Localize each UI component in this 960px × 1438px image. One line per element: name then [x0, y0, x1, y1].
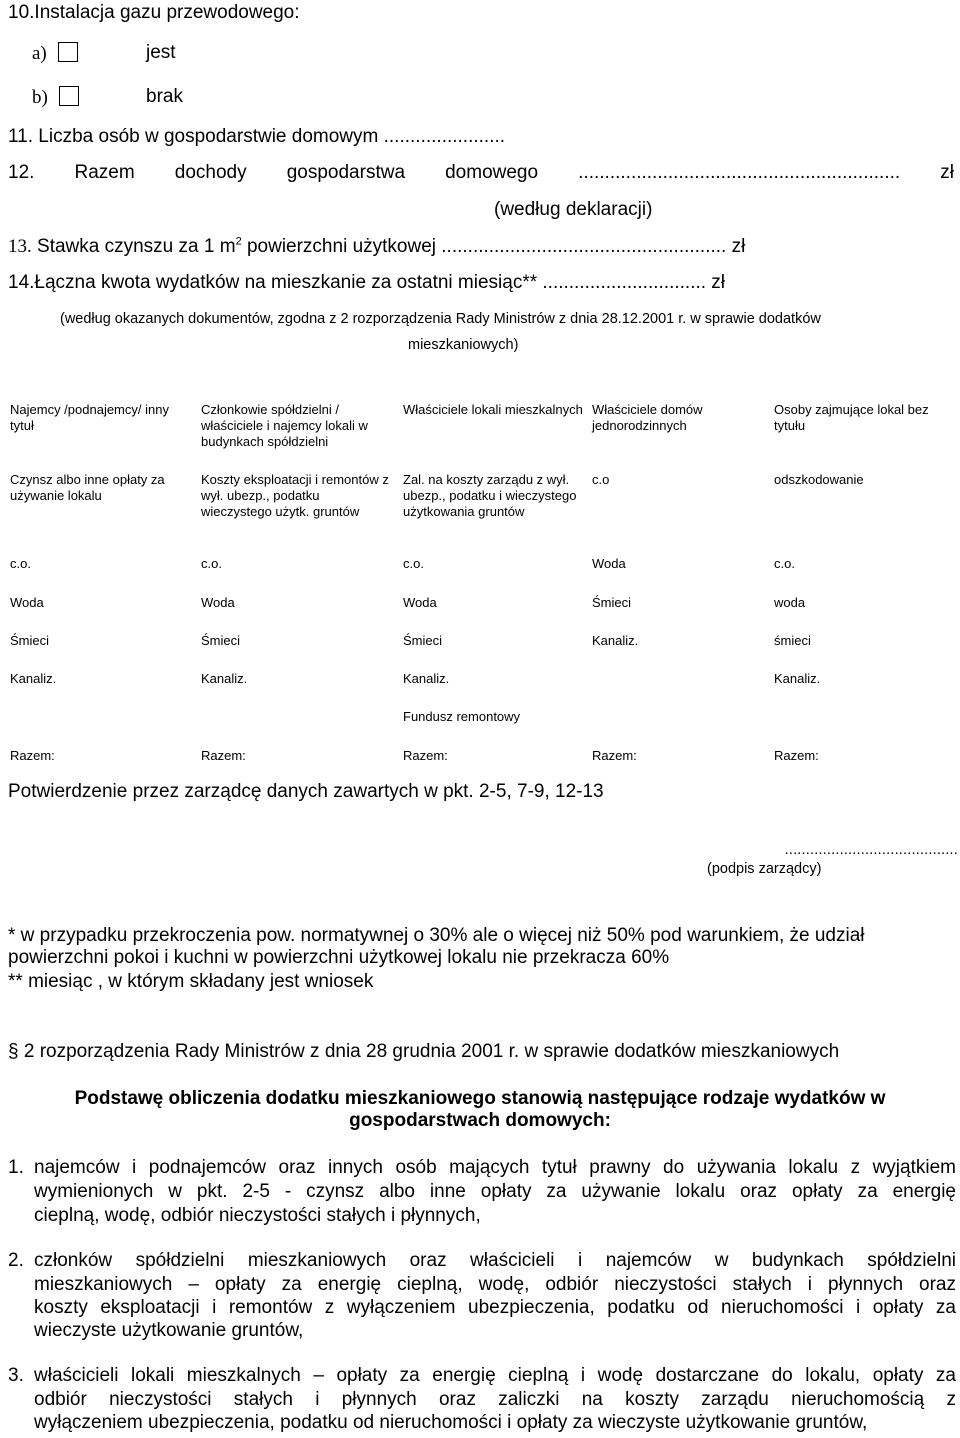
footnote-1-line1: * w przypadku przekroczenia pow. normatywnej o 30% ale o więcej niż 50% pod warunkiem, że udział: [8, 925, 865, 946]
table-cell: Woda: [201, 595, 235, 610]
table-cell: Właściciele domów jednorodzinnych: [592, 402, 703, 433]
point-2-line4: wieczyste użytkowanie gruntów,: [34, 1320, 304, 1341]
item-text: Razem dochody gospodarstwa domowego: [74, 162, 539, 183]
item-text: Liczba osób w gospodarstwie domowym .......................: [38, 126, 506, 147]
point-1-line1: najemców i podnajemców oraz innych osób mających tytuł prawny do używania lokalu z wyjątkiem: [34, 1157, 956, 1178]
item-number: 11.: [8, 126, 34, 147]
dotted-fill: .............................................................: [578, 162, 901, 183]
option-letter: b): [32, 87, 48, 108]
item-number: 14.: [8, 272, 35, 293]
option-b-value: brak: [146, 86, 183, 107]
table-cell: Kanaliz.: [10, 671, 57, 686]
table-cell: Kanaliz.: [201, 671, 248, 686]
table-cell: Fundusz remontowy: [403, 709, 521, 724]
point-number: 1.: [8, 1157, 24, 1178]
signature-line: .........................................: [784, 842, 958, 858]
table-cell: c.o.: [403, 556, 424, 571]
table-cell: Osoby zajmujące lokal bez tytułu: [774, 402, 929, 433]
table-cell: Kanaliz.: [774, 671, 821, 686]
point-1-line2: wymienionych w pkt. 2-5 - czynsz albo inne opłaty za używanie lokalu oraz opłaty za energię: [34, 1181, 956, 1202]
table-cell: Woda: [10, 595, 44, 610]
point-3-line3: wyłączeniem ubezpieczenia, podatku od nieruchomości i opłaty za wieczyste użytkowanie gruntów,: [34, 1412, 868, 1433]
item-number: 13.: [8, 236, 32, 257]
table-cell: c.o: [592, 472, 610, 487]
table-cell: c.o.: [10, 556, 31, 571]
point-2-line1: członków spółdzielni mieszkaniowych oraz właścicieli i najemców w budynkach spółdzielni: [34, 1250, 956, 1271]
table-cell: Śmieci: [201, 633, 241, 648]
table-cell: Razem:: [201, 748, 246, 763]
option-a: [32, 42, 78, 65]
table-cell: Kanaliz.: [403, 671, 450, 686]
item-12-note: (według deklaracji): [494, 199, 653, 220]
table-cell: Woda: [592, 556, 626, 571]
item-13: [8, 236, 745, 258]
section-heading-line2: gospodarstwach domowych:: [349, 1110, 611, 1131]
item-text: Stawka czynszu za 1 m: [37, 236, 236, 257]
table-cell: Członkowie spółdzielni / właściciele i najemcy lokali w budynkach spółdzielni: [201, 402, 368, 449]
item-14-note-line1: (według okazanych dokumentów, zgodna z 2 rozporządzenia Rady Ministrów z dnia 28.12.2001 r. w sprawie dodatków: [60, 311, 821, 327]
point-1-line3: cieplną, wodę, odbiór nieczystości stałych i płynnych,: [34, 1205, 481, 1226]
currency-unit: zł: [940, 162, 954, 183]
regulation-text: 2 rozporządzenia Rady Ministrów z dnia 28 grudnia 2001 r. w sprawie dodatków mieszkaniowych: [23, 1041, 840, 1062]
table-cell: c.o.: [201, 556, 222, 571]
table-cell: woda: [774, 595, 806, 610]
table-cell: Razem:: [10, 748, 55, 763]
table-cell: Śmieci: [10, 633, 50, 648]
table-cell: c.o.: [774, 556, 795, 571]
table-cell: Kanaliz.: [592, 633, 639, 648]
item-12: [8, 162, 954, 184]
footnote-1-line2: powierzchni pokoi i kuchni w powierzchni użytkowej lokalu nie przekracza 60%: [8, 947, 670, 968]
table-cell: Razem:: [592, 748, 637, 763]
item-14-note-line2: mieszkaniowych): [408, 337, 519, 353]
table-cell: Woda: [403, 595, 437, 610]
point-number: 3.: [8, 1365, 24, 1386]
item-14: [8, 272, 725, 294]
item-10: [8, 2, 300, 24]
table-cell: Zal. na koszty zarządu z wył. ubezp., podatku i wieczystego użytkowania gruntów: [403, 472, 577, 519]
point-2-line3: koszty eksploatacji i remontów z wyłączeniem ubezpieczenia, podatku od nieruchomości i opłaty za: [34, 1297, 956, 1318]
signature-label: (podpis zarządcy): [707, 861, 822, 877]
point-number: 2.: [8, 1250, 24, 1271]
paragraph-icon: §: [8, 1041, 19, 1062]
confirmation-text: Potwierdzenie przez zarządcę danych zawartych w pkt. 2-5, 7-9, 12-13: [8, 781, 604, 802]
option-letter: a): [32, 43, 47, 64]
table-cell: śmieci: [774, 633, 811, 648]
table-cell: Razem:: [403, 748, 448, 763]
item-11: [8, 126, 505, 148]
footnote-2: ** miesiąc , w którym składany jest wniosek: [8, 971, 374, 992]
table-cell: odszkodowanie: [774, 472, 864, 487]
item-number: 10.: [8, 2, 35, 23]
table-cell: Właściciele lokali mieszkalnych: [403, 402, 583, 417]
regulation-reference: [8, 1041, 839, 1063]
option-b: [32, 86, 79, 109]
table-cell: Śmieci: [592, 595, 632, 610]
table-cell: Razem:: [774, 748, 819, 763]
point-2-line2: mieszkaniowych – opłaty za energię cieplną, wodę, odbiór nieczystości stałych i płynnych oraz: [34, 1274, 956, 1295]
table-cell: Śmieci: [403, 633, 443, 648]
item-text-cont: powierzchni użytkowej ...................................................... zł: [241, 236, 746, 257]
table-cell: Koszty eksploatacji i remontów z wył. ubezp., podatku wieczystego użytk. gruntów: [201, 472, 389, 519]
table-cell: Czynsz albo inne opłaty za używanie lokalu: [10, 472, 165, 503]
option-a-value: jest: [146, 42, 176, 63]
checkbox-b[interactable]: [59, 86, 79, 106]
table-cell: Najemcy /podnajemcy/ inny tytuł: [10, 402, 169, 433]
item-text: Łączna kwota wydatków na mieszkanie za ostatni miesiąc** ............................... zł: [34, 272, 726, 293]
superscript: 2: [235, 235, 242, 248]
checkbox-a[interactable]: [58, 42, 78, 62]
item-text: Instalacja gazu przewodowego:: [34, 2, 300, 23]
item-number: 12.: [8, 162, 35, 183]
section-heading-line1: Podstawę obliczenia dodatku mieszkaniowego stanowią następujące rodzaje wydatków w: [74, 1088, 886, 1109]
point-3-line1: właścicieli lokali mieszkalnych – opłaty za energię cieplną i wodę dostarczane do lokalu, opłaty za: [34, 1365, 956, 1386]
point-3-line2: odbiór nieczystości stałych i płynnych oraz zaliczki na koszty zarządu nieruchomością z: [34, 1389, 956, 1410]
